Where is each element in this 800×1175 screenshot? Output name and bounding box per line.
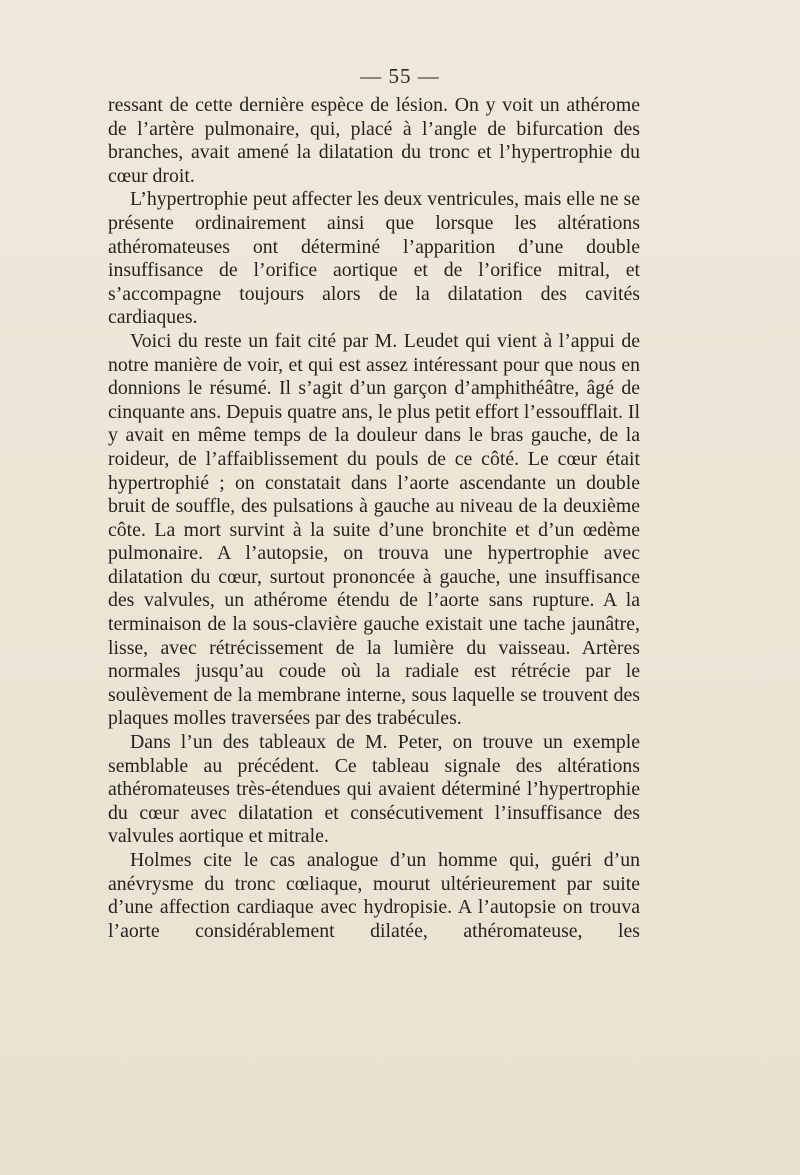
page-number: — 55 —: [360, 64, 440, 88]
paragraph-peter-table: Dans l’un des tableaux de M. Peter, on trouve un exemple semblable au précédent. Ce tableau signale des altérations athéromateuses très-étendues qui avaient déterminé l’hypertrophie du cœur avec dilatation et consécutivement l’insuffisance des valvules aortique et mitrale.: [108, 731, 640, 848]
paragraph-holmes-case: Holmes cite le cas analogue d’un homme qui, guéri d’un anévrysme du tronc cœliaque, mourut ultérieurement par suite d’une affection cardiaque avec hydropisie. A l’autopsie on trouva l’aorte considérablement dilatée, athéromateuse, les: [108, 849, 640, 942]
body-text: [108, 94, 640, 943]
paragraph-leudet-case: Voici du reste un fait cité par M. Leudet qui vient à l’appui de notre manière de voir, et qui est assez intéressant pour que nous en donnions le résumé. Il s’agit d’un garçon d’amphithéâtre, âgé de cinquante ans. Depuis quatre ans, le plus petit effort l’essoufflait. Il y avait en même temps de la douleur dans le bras gauche, de la roideur, de l’affaiblissement du pouls de ce côté. Le cœur était hypertrophié ; on constatait dans l’aorte ascendante un double bruit de souffle, des pulsations à gauche au niveau de la deuxième côte. La mort survint à la suite d’une bronchite et d’un œdème pulmonaire. A l’autopsie, on trouva une hypertrophie avec dilatation du cœur, surtout prononcée à gauche, une insuffisance des valvules, un athérome étendu de l’aorte sans rupture. A la terminaison de la sous-clavière gauche existait une tache jaunâtre, lisse, avec rétrécissement de la lumière du vaisseau. Artères normales jusqu’au coude où la radiale est rétrécie par le soulèvement de la membrane interne, sous laquelle se trouvent des plaques molles traversées par des trabécules.: [108, 329, 640, 730]
paragraph-continuation: ressant de cette dernière espèce de lésion. On y voit un athérome de l’artère pulmonaire, qui, placé à l’angle de bifurcation des branches, avait amené la dilatation du tronc et l’hypertrophie du cœur droit.: [108, 94, 640, 187]
paragraph-hypertrophy: L’hypertrophie peut affecter les deux ventricules, mais elle ne se présente ordinairement ainsi que lorsque les altérations athéromateuses ont déterminé l’apparition d’une double insuffisance de l’orifice aortique et de l’orifice mitral, et s’accompagne toujours alors de la dilatation des cavités cardiaques.: [108, 188, 640, 329]
